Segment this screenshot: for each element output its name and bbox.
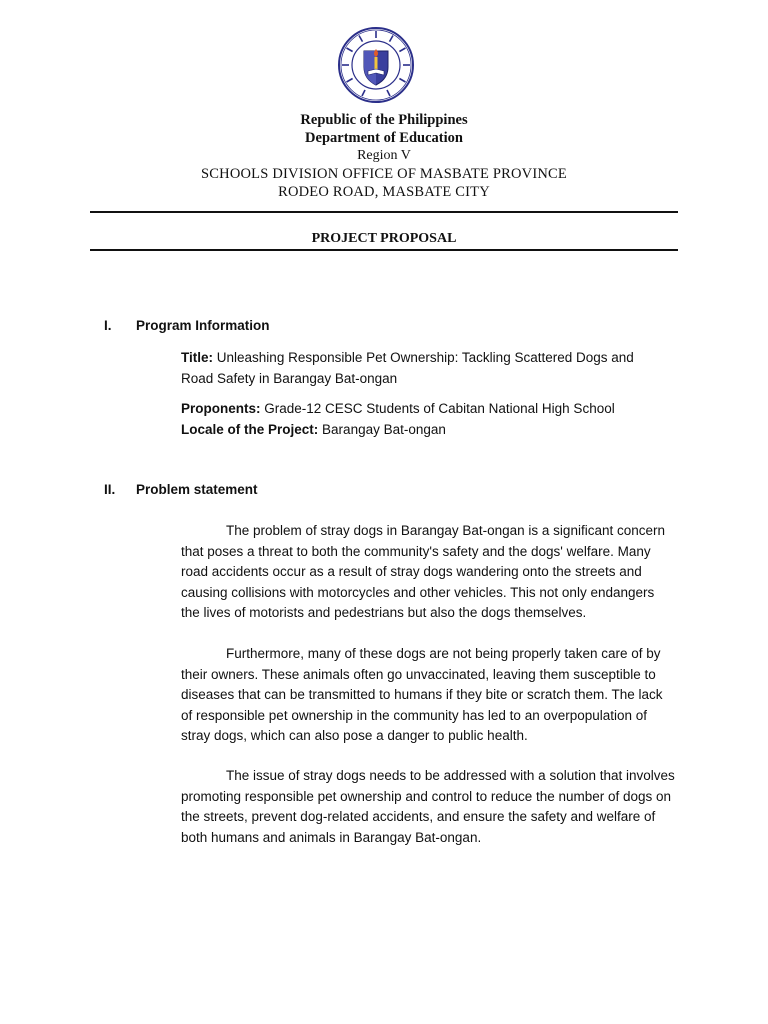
project-title-value: Unleashing Responsible Pet Ownership: Tackling Scattered Dogs and Road Safety in Barangay Bat-ongan	[181, 350, 634, 386]
section-2-number: II.	[104, 482, 116, 497]
header-divider-bottom	[90, 249, 678, 251]
proponents-label: Proponents:	[181, 401, 261, 416]
section-1-heading: Program Information	[136, 318, 270, 333]
address-line: RODEO ROAD, MASBATE CITY	[278, 184, 490, 200]
problem-paragraph-1: The problem of stray dogs in Barangay Bat-ongan is a significant concern that poses a threat to both the community's safety and the dogs' welfare. Many road accidents occur as a result of stray dogs wandering onto the streets and causing collisions with motorcycles and other vehicles. This not only endangers the lives of motorists and pedestrians but also the dogs themselves.	[181, 523, 665, 620]
department-line: Department of Education	[305, 130, 463, 146]
section-1-number: I.	[104, 318, 112, 333]
proponents-value: Grade-12 CESC Students of Cabitan National High School	[264, 401, 615, 416]
letterhead	[90, 111, 678, 201]
republic-line: Republic of the Philippines	[300, 112, 468, 128]
document-title: PROJECT PROPOSAL	[311, 231, 457, 246]
region-line: Region V	[357, 148, 411, 163]
division-line: SCHOOLS DIVISION OFFICE OF MASBATE PROVINCE	[201, 166, 567, 182]
problem-paragraph-2: Furthermore, many of these dogs are not being properly taken care of by their owners. These animals often go unvaccinated, leaving them susceptible to diseases that can be transmitted to humans if they bite or scratch them. The lack of responsible pet ownership in the community has led to an overpopulation of stray dogs, which can also pose a danger to public health.	[181, 646, 663, 743]
project-title-label: Title:	[181, 350, 214, 365]
locale-value: Barangay Bat-ongan	[322, 422, 446, 437]
header-divider-top	[90, 211, 678, 213]
problem-paragraph-3: The issue of stray dogs needs to be addressed with a solution that involves promoting responsible pet ownership and control to reduce the number of dogs on the streets, prevent dog-related accidents, and ensure the safety and welfare of both humans and animals in Barangay Bat-ongan.	[181, 768, 675, 845]
deped-seal-logo	[338, 27, 414, 103]
locale-block	[181, 419, 661, 440]
locale-label: Locale of the Project:	[181, 422, 319, 437]
proponents-block	[181, 398, 661, 419]
section-2-heading: Problem statement	[136, 482, 258, 497]
project-title-block	[181, 347, 661, 389]
